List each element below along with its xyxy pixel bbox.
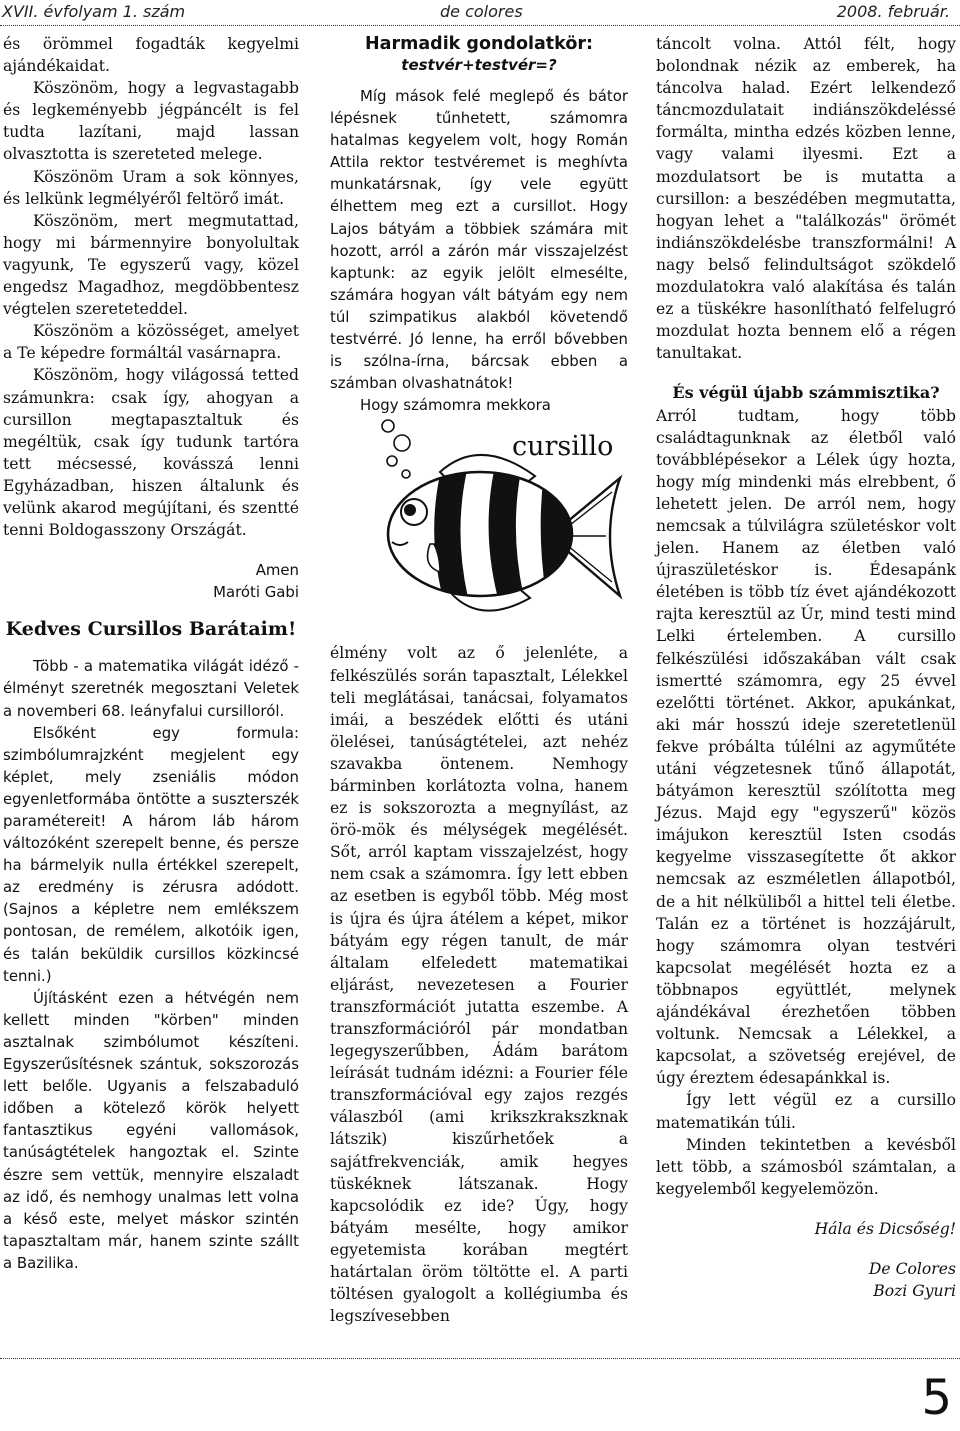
column-1 (3, 33, 299, 1274)
paragraph: élmény volt az ő jelenléte, a felkészülés során tapasztalt, Lélekkel teli meglátásai, tanácsai, folyamatos imái, a beszédek előtti és utáni ölelései, tanúságtételei, azt nehéz szavakba öntenem. Nemhogy bárminben korlátozta volna, hanem ez is sokszorozta a megnyílást, az örö-mök és mélységek megélését. Sőt, arról kaptam visszajelzést, hogy nem csak a számomra. Így lett ebben az esetben is egyből több. Még most is újra és újra átélem a képet, mikor bátyám egy régen tanult, de már általam elfeledett matematikai eljárást, nevezetesen a Fourier transzformációt jutatta eszembe. A transzformációról pár mondatban legegyszerűbben, Ádám barátom leírását tudnám idézni: a Fourier féle transzformációval egy zajos rezgés válaszból (ami krikszkrakszknak látszik) kiszűrhetőek a sajátfrekvenciák, amik hegyes tüskéknek látszanak. Hogy kapcsolódik ez ide? Úgy, hogy bátyám mesélte, hogy amikor egyetemista korában megtért határtalan öröm töltötte el. A parti töltésen gyalogolt a kollégiumba és legszívesebben (330, 644, 628, 1326)
paragraph: táncolt volna. Attól félt, hogy bolondnak nézik az emberek, ha táncolva halad. Ezért lelkendező táncmozdulatait indiánszökdeléssé formálta, mintha edzés közben lenne, vagy valami ilyesmi. Ezt a mozdulatsort be is mutatta a cursillon: a beszédében megmutatta, hogyan lehet a "találkozás" örömét indiánszökdelésbe transzformálni! A nagy belső felindultságot szökdelő mozdulatokra való alakítása és talán ez a tüskékre hasonlítható felfelugró mozdulat hozta bennem elő a régen tanultakat. (656, 35, 956, 363)
signature-name: Bozi Gyuri (873, 1282, 956, 1301)
paragraph: Újításként ezen a hétvégén nem kellett minden "körben" minden asztalnak szimbólumot készíteni. Egyszerűsítésnek szántuk, sokszorozás lett belőle. Ugyanis a felszabaduló időben a kötelező körök helyett fantasztikus egyéni vallomások, tanúságtételek hangoztak el. Szinte észre sem vettük, mennyire elszaladt az idő, és nemhogy unalmas lett volna a késő este, melyet máskor szintén tapasztaltam már, hanem szinte szállt a Bazilika. (3, 988, 299, 1272)
paragraph: Míg mások felé meglepő és bátor lépésnek tűnhetett, számomra hatalmas kegyelem volt, hogy Román Attila rektor testvéremet is meghívta munkatársnak, így vele együtt élhettem meg ezt a cursillot. Hogy Lajos bátyám a többiek számára mit hozott, arról a zárón már visszajelzést kaptunk: az egyik jelölt elmesélte, számára hogyan vált bátyám egy nem túl szimpatikus alakból követendő testvérré. Jó lenne, ha erről bővebben is szólna-írna, bárcsak ebben a számban olvashatnátok! (330, 87, 628, 393)
section-title: Harmadik gondolatkör: (365, 34, 593, 54)
paragraph: Köszönöm, mert megmutattad, hogy mi bármennyire bonyolultak vagyunk, Te egyszerű vagy, közel engedsz Magadhoz, megdöbbentesz végtelen szereteteddel. (3, 211, 299, 319)
page-number: 5 (921, 1370, 952, 1426)
header-divider (0, 25, 960, 26)
paragraph: és örömmel fogadták kegyelmi ajándékaidat. (3, 35, 299, 76)
issue-label: XVII. évfolyam 1. szám (2, 2, 186, 21)
closing-line: Hála és Dicsőség! (814, 1219, 956, 1238)
paragraph: Köszönöm Uram a sok könnyes, és lelkünk legmélyéről feltörő imát. (3, 167, 299, 208)
paragraph: Elsőként egy formula: szimbólumrajzként megjelent egy képlet, mely zseniális módon egyenletformába öntötte a suszterszék paramétereit! A három láb három változóként szerepelt benne, és persze ha bármelyik nulla értékkel szerepelt, az eredmény is zérusra adódott. (Sajnos a képletre nem emlékszem pontosan, de remélem, alkotóik igen, és talán beküldik cursillos közkincsé tenni.) (3, 723, 299, 985)
footer-divider (0, 1358, 960, 1359)
amen-line: Amen (255, 561, 299, 580)
paragraph: Hogy számomra mekkora (360, 396, 551, 415)
column-3 (656, 33, 956, 1302)
paragraph: Arról tudtam, hogy több családtagunknak az életből való továbblépésekor a Lélek úgy hozta, hogy míg mindenki más elrebbent, ő lehetett jelen. De arról nem, hogy nemcsak a túlvilágra születéskor volt jelen. Hanem az életben való újraszületéskor is. Édesapánk életében is több tíz évet ajándékozott rajta keresztül az Úr, mind testi mind Lelki értelemben. A cursillo felkészülési időszakában vált csak ismertté számomra, egy 25 évvel ezelőtti történet. Akkor, apukánkat, aki már hosszú ideje szeretetlenül fekve próbálta túlélni az agyműtéte utáni végzetesnek tűnő állapotát, bátyámon keresztül szólította meg Jézus. Majd egy "egyszerű" közös imájukon keresztül Isten csodás kegyelme visszasegítette őt akkor nemcsak az eszméletlen állapotból, de a hit nélküliből a hittel teli életbe. Talán ez a történet is hozzájárult, hogy számomra olyan testvéri kapcsolat megélését hozta ez a többnapos együttlét, melynek ajándékával érezhetően többen voltunk. Nemcsak a Lélekkel, a kapcsolat, a szövetség erejével, de úgy éreztem édesapánkkal is. (656, 406, 956, 1088)
cursillo-fish-illustration (330, 416, 628, 634)
paragraph: Így lett végül ez a cursillo matematikán túli. (656, 1091, 956, 1132)
fish-label: cursillo (512, 431, 614, 463)
signature-line: De Colores (868, 1259, 956, 1278)
paragraph: Köszönöm a közösséget, amelyet a Te képedre formáltál vasárnapra. (3, 322, 299, 363)
section-heading: És végül újabb számmisztika? (672, 383, 940, 403)
page-header (0, 0, 960, 28)
section-heading: Kedves Cursillos Barátaim! (5, 618, 297, 641)
section-subtitle: testvér+testvér=? (401, 56, 557, 74)
column-2 (330, 33, 628, 1327)
paragraph: Köszönöm, hogy a legvastagabb és legkeményebb jégpáncélt is fel tudta lazítani, majd lassan olvasztotta is szereteted melege. (3, 79, 299, 164)
publication-name: de colores (440, 2, 523, 21)
issue-date: 2008. február. (836, 2, 950, 21)
author-name: Maróti Gabi (213, 583, 299, 602)
paragraph: Köszönöm, hogy világossá tetted számunkra: csak így, ahogyan a cursillon megtapasztaltuk és megéltük, csak így tudunk tartóra tett mécsessé, kovásszá lenni Egyházadban, hiszen általunk és velünk akarod megújítani, és szentté tenni Boldogasszony Országát. (3, 366, 299, 540)
paragraph: Minden tekintetben a kevésből lett több, a számosból számtalan, a kegyelemből kegyelemözön. (656, 1135, 956, 1198)
paragraph: Több - a matematika világát idéző - élményt szeretnék megosztani Veletek a novemberi 68. leányfalui cursilloról. (3, 657, 299, 720)
